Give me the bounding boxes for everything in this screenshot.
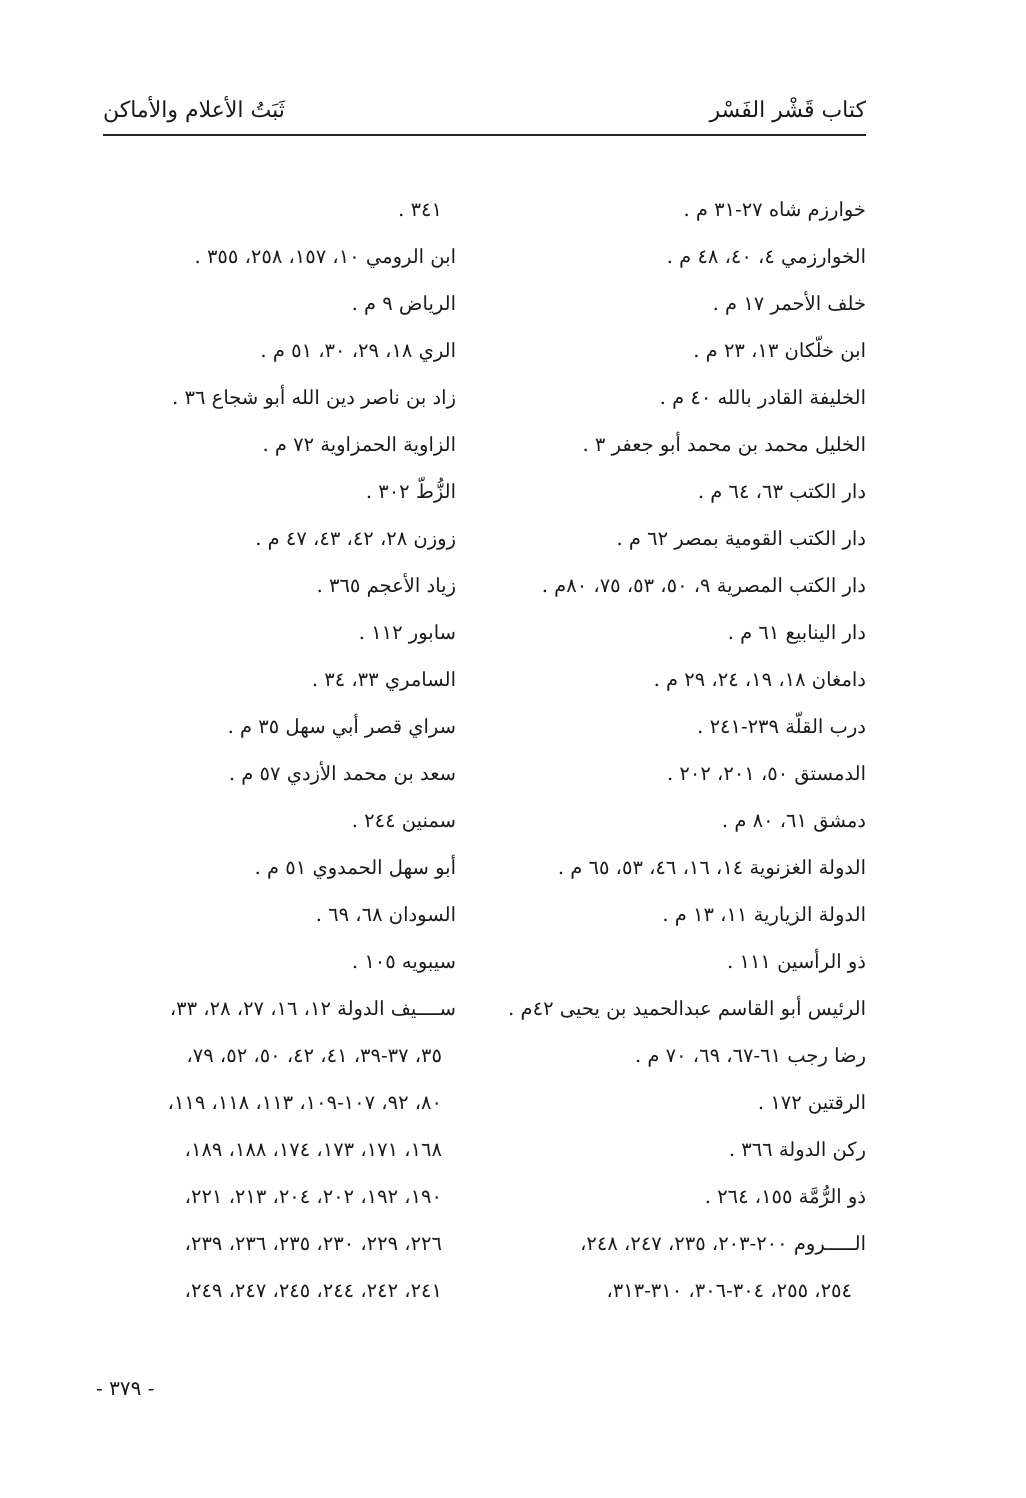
index-entry: سراي قصر أبي سهل ٣٥ م . <box>227 715 456 738</box>
index-column-right <box>500 186 866 1314</box>
index-entry: ابن خلّكان ١٣، ٢٣ م . <box>693 339 866 362</box>
index-entry-continuation: ٣٤١ . <box>398 198 442 221</box>
index-entry: الخليفة القادر بالله ٤٠ م . <box>659 386 866 409</box>
index-entry: خوارزم شاه ٢٧-٣١ م . <box>683 198 866 221</box>
header-divider <box>103 134 866 136</box>
index-entry-continuation: ٨٠، ٩٢، ١٠٧-١٠٩، ١١٣، ١١٨، ١١٩، <box>167 1091 442 1114</box>
index-entry: سعد بن محمد الأزدي ٥٧ م . <box>228 762 456 785</box>
index-entry: ســــيف الدولة ١٢، ١٦، ٢٧، ٢٨، ٣٣، <box>169 997 456 1020</box>
index-column-left <box>100 186 456 1314</box>
index-entry: دمشق ٦١، ٨٠ م . <box>721 809 866 832</box>
index-entry-continuation: ١٩٠، ١٩٢، ٢٠٢، ٢٠٤، ٢١٣، ٢٢١، <box>184 1185 442 1208</box>
index-entry: ذو الرُّمَّة ١٥٥، ٢٦٤ . <box>704 1185 866 1208</box>
index-entry: دامغان ١٨، ١٩، ٢٤، ٢٩ م . <box>653 668 866 691</box>
index-entry: رضا رجب ٦١-٦٧، ٦٩، ٧٠ م . <box>634 1044 866 1067</box>
running-header <box>103 90 866 138</box>
index-entry: الرقتين ١٧٢ . <box>757 1091 866 1114</box>
section-title: ثَبَتُ الأعلام والأماكن <box>103 98 285 123</box>
index-entry: ذو الرأسين ١١١ . <box>727 950 866 973</box>
index-entry: دار الكتب ٦٣، ٦٤ م . <box>697 480 866 503</box>
index-entry: الدمستق ٥٠، ٢٠١، ٢٠٢ . <box>667 762 866 785</box>
index-entry: سمنين ٢٤٤ . <box>351 809 456 832</box>
index-entry: الدولة الزيارية ١١، ١٣ م . <box>662 903 866 926</box>
index-entry-continuation: ٢٥٤، ٢٥٥، ٣٠٤-٣٠٦، ٣١٠-٣١٣، <box>606 1279 852 1302</box>
index-entry: ابن الرومي ١٠، ١٥٧، ٢٥٨، ٣٥٥ . <box>194 245 456 268</box>
index-entry: دار الينابيع ٦١ م . <box>727 621 866 644</box>
index-entry: زاد بن ناصر دين الله أبو شجاع ٣٦ . <box>172 386 456 409</box>
index-entry: الزاوية الحمزاوية ٧٢ م . <box>262 433 456 456</box>
index-entry: الخوارزمي ٤، ٤٠، ٤٨ م . <box>666 245 866 268</box>
index-entry: الدولة الغزنوية ١٤، ١٦، ٤٦، ٥٣، ٦٥ م . <box>557 856 866 879</box>
index-entry-continuation: ٣٥، ٣٧-٣٩، ٤١، ٤٢، ٥٠، ٥٢، ٧٩، <box>186 1044 442 1067</box>
index-entry: دار الكتب القومية بمصر ٦٢ م . <box>616 527 866 550</box>
index-entry: سيبويه ١٠٥ . <box>351 950 456 973</box>
index-entry: الرئيس أبو القاسم عبدالحميد بن يحيى ٤٢م . <box>508 997 866 1020</box>
index-entry: أبو سهل الحمدوي ٥١ م . <box>254 856 456 879</box>
index-entry: الخليل محمد بن محمد أبو جعفر ٣ . <box>582 433 866 456</box>
index-entry-continuation: ٢٢٦، ٢٢٩، ٢٣٠، ٢٣٥، ٢٣٦، ٢٣٩، <box>184 1232 442 1255</box>
index-entry: زياد الأعجم ٣٦٥ . <box>316 574 456 597</box>
index-entry: الرياض ٩ م . <box>351 292 456 315</box>
page-number: - ٣٧٩ - <box>96 1376 155 1400</box>
book-title: كتاب قَشْر الفَسْر <box>709 98 866 123</box>
index-entry: زوزن ٢٨، ٤٢، ٤٣، ٤٧ م . <box>255 527 456 550</box>
index-entry: سابور ١١٢ . <box>358 621 456 644</box>
index-entry: خلف الأحمر ١٧ م . <box>712 292 866 315</box>
index-entry-continuation: ٢٤١، ٢٤٢، ٢٤٤، ٢٤٥، ٢٤٧، ٢٤٩، <box>184 1279 442 1302</box>
index-entry: دار الكتب المصرية ٩، ٥٠، ٥٣، ٧٥، ٨٠م . <box>541 574 866 597</box>
index-entry: السودان ٦٨، ٦٩ . <box>315 903 456 926</box>
index-entry: درب القلّة ٢٣٩-٢٤١ . <box>697 715 866 738</box>
index-entry: الـــــروم ٢٠٠-٢٠٣، ٢٣٥، ٢٤٧، ٢٤٨، <box>580 1232 866 1255</box>
index-entry: السامري ٣٣، ٣٤ . <box>311 668 456 691</box>
index-entry: الري ١٨، ٢٩، ٣٠، ٥١ م . <box>260 339 456 362</box>
index-entry: ركن الدولة ٣٦٦ . <box>728 1138 866 1161</box>
index-entry-continuation: ١٦٨، ١٧١، ١٧٣، ١٧٤، ١٨٨، ١٨٩، <box>184 1138 442 1161</box>
index-entry: الزُّطّ ٣٠٢ . <box>365 480 456 503</box>
